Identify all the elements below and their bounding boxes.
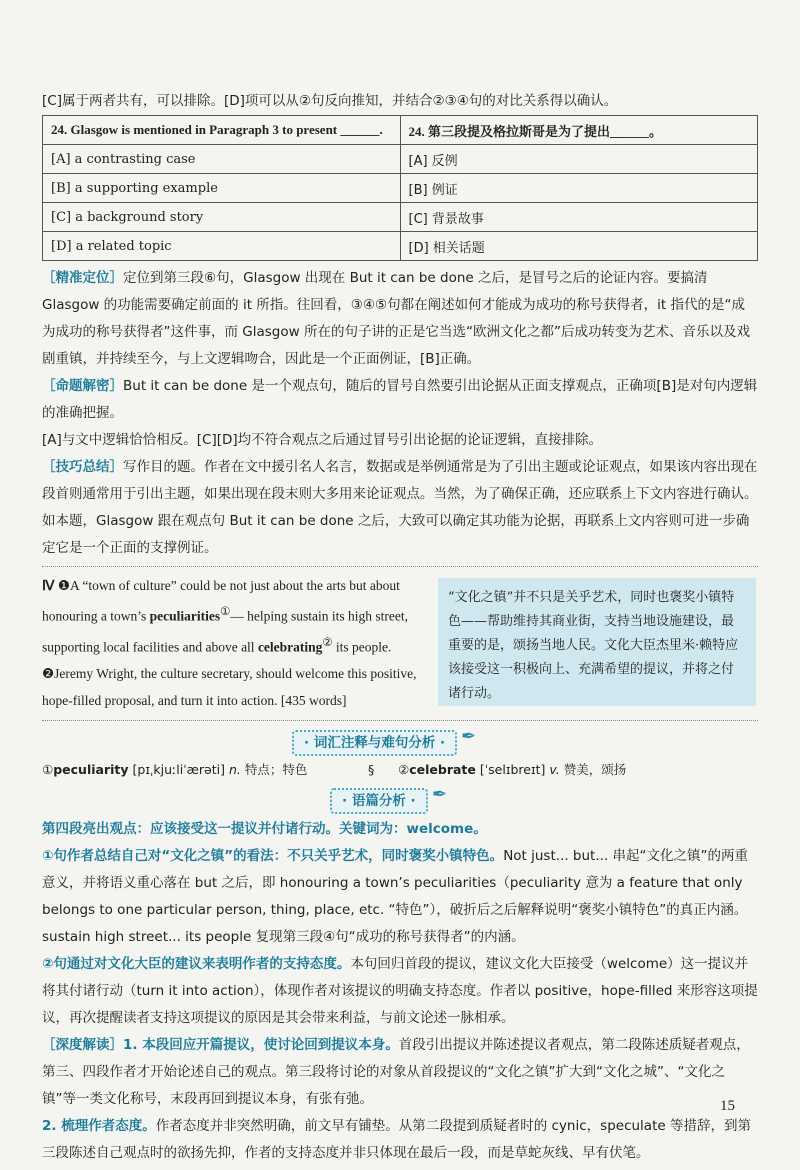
deep-text: 首段引出提议并陈述提议者观点，第二段陈述质疑者观点，第三、四段作者才开始论述自己的观点。第三段将讨论的对象从首段提议的“文化之镇”扩大到“文化之城”、“文化之镇”等一类文化称号，末段再回到提议本身，有张有弛。 <box>42 1037 750 1107</box>
table-row <box>43 174 758 203</box>
option-en: [A] a contrasting case <box>43 145 401 174</box>
footnote-1: ① <box>220 606 231 618</box>
vocab-separator: § <box>368 762 375 777</box>
question-table <box>42 115 758 261</box>
divider <box>42 566 758 567</box>
sentence-1-part-a: A “town of culture” could be not just about the arts but about honouring a town’s <box>42 578 400 624</box>
banner-discourse-analysis: · 语篇分析 · <box>330 788 428 814</box>
word-count: [435 words] <box>280 693 347 708</box>
table-row <box>43 116 758 145</box>
table-row <box>43 145 758 174</box>
vocab-2: ②celebrate [ˈselɪbreɪt] v. 赞美，颂扬 <box>398 762 627 777</box>
discourse-p2 <box>42 951 758 1032</box>
intro-text: [C]属于两者共有，可以排除。[D]项可以从②句反向推知，并结合②③④句的对比关系得以确认。 <box>42 93 618 109</box>
vocab-1-pos: n. <box>228 762 241 777</box>
mingti-text: But it can be done 是一个观点句，随后的冒号自然要引出论据从正面支撑观点，正确项[B]是对句内逻辑的准确把握。 <box>42 378 758 421</box>
vocab-notes <box>42 760 758 780</box>
discourse-p1 <box>42 843 758 951</box>
vocab-1-ipa: [pɪˌkjuːliˈærəti] <box>132 762 225 777</box>
discourse-p1-text: Not just... but... 串起“文化之镇”的两重意义，并将语义重心落在 but 之后，即 honouring a town’s peculiarities（peculiarity 意为 a feature that only belongs to one particular person, thing, place, etc. “特色”），破折后之后解释说明“褒奖小镇特色”的真正内涵。sustain high street... its people 复现第三段④句“成功的称号获得者”的内涵。 <box>42 848 748 945</box>
option-cn: [B] 例证 <box>400 174 758 203</box>
discourse-deep <box>42 1032 758 1113</box>
vocab-2-pos: v. <box>549 762 560 777</box>
sentence-2-number: ❷ <box>42 666 55 681</box>
vocab-word-celebrating: celebrating <box>257 639 323 654</box>
sentence-2: Jeremy Wright, the culture secretary, should welcome this positive, hope-filled proposal, and turn it into action. <box>42 666 417 708</box>
divider <box>42 720 758 721</box>
translation-box: “文化之镇”并不只是关乎艺术，同时也褒奖小镇特色——帮助维持其商业街，支持当地设施建设，最重要的是，颂扬当地人民。文化大臣杰里米·赖特应该接受这一积极向上、充满希望的提议，并将之付诸行动。 <box>438 578 756 706</box>
option-cn: [A] 反例 <box>400 145 758 174</box>
option-cn: [C] 背景故事 <box>400 203 758 232</box>
page-number: 15 <box>720 1098 735 1114</box>
footnote-2: ② <box>322 636 333 649</box>
option-en: [D] a related topic <box>43 232 401 261</box>
passage-paragraph <box>42 572 424 714</box>
discourse-p4 <box>42 1113 758 1167</box>
discourse-heading: 第四段亮出观点：应该接受这一提议并付诸行动。关键词为：welcome。 <box>42 821 487 837</box>
jiqiao-text: 写作目的题。作者在文中援引名人名言，数据或是举例通常是为了引出主题或论证观点，如果该内容出现在段首则通常用于引出主题，如果出现在段末则大多用来论证观点。当然，为了确保正确，还应联系上下文内容进行确认。如本题，Glasgow 跟在观点句 But it can be done 之后，大致可以确定其功能为论据，再联系上文内容则可进一步确定它是一个正面的支撑例证。 <box>42 459 758 556</box>
table-row <box>43 203 758 232</box>
jingzhun-tag: ［精准定位］ <box>42 270 123 286</box>
vocab-2-def: 赞美，颂扬 <box>563 762 627 777</box>
vocab-2-ipa: [ˈselɪbreɪt] <box>479 762 546 777</box>
analysis-mingti <box>42 373 758 427</box>
jiqiao-tag: ［技巧总结］ <box>42 459 123 475</box>
banner-vocab-analysis: · 词汇注释与难句分析 · <box>292 730 457 756</box>
vocab-1-def: 特点；特色 <box>244 762 308 777</box>
analysis-paichu: [A]与文中逻辑恰恰相反。[C][D]均不符合观点之后通过冒号引出论据的论证逻辑，直接排除。 <box>42 432 603 448</box>
p4-text: 作者态度并非突然明确，前文早有铺垫。从第二段提到质疑者时的 cynic，speculate 等措辞，到第三段陈述自己观点时的欲扬先抑，作者的支持态度并非只体现在最后一段，而是草蛇灰线、早有伏笔。 <box>42 1118 751 1161</box>
pen-icon: ✒ <box>432 784 448 805</box>
discourse-p2-bold: ②句通过对文化大臣的建议来表明作者的支持态度。 <box>42 956 351 972</box>
option-en: [C] a background story <box>43 203 401 232</box>
analysis-jingzhun <box>42 265 758 373</box>
table-row <box>43 232 758 261</box>
p4-bold: 2. 梳理作者态度。 <box>42 1118 156 1134</box>
question-cn-stem: 24. 第三段提及格拉斯哥是为了提出______。 <box>400 116 758 145</box>
pen-icon: ✒ <box>461 726 477 747</box>
discourse-p1-bold: ①句作者总结自己对“文化之镇”的看法：不只关乎艺术，同时褒奖小镇特色。 <box>42 848 504 864</box>
vocab-1: ①peculiarity [pɪˌkjuːliˈærəti] n. 特点；特色 <box>42 762 308 777</box>
paragraph-label: Ⅳ <box>42 578 55 593</box>
question-en-stem: 24. Glasgow is mentioned in Paragraph 3 to present ______. <box>43 116 401 145</box>
sentence-1-number: ❶ <box>57 578 70 593</box>
vocab-2-word: celebrate <box>409 762 476 777</box>
sentence-1-part-b: — helping sustain its high street, supporting local facilities and above all <box>42 608 408 654</box>
sentence-1-part-c: its people. <box>332 639 392 654</box>
mingti-tag: ［命题解密］ <box>42 378 123 394</box>
jingzhun-text: 定位到第三段⑥句，Glasgow 出现在 But it can be done 之后，是冒号之后的论证内容。要搞清 Glasgow 的功能需要确定前面的 it 所指。往回看，③④⑤句都在阐述如何才能成为成功的称号获得者，it 指代的是“成为成功的称号获得者”这件事，而 Glasgow 所在的句子讲的正是它当选“欧洲文化之都”后成功转变为艺术、音乐以及戏剧重镇，并持续至今，与上文逻辑吻合，因此是一个正面例证，[B]正确。 <box>42 270 750 367</box>
deep-tag: ［深度解读］ <box>42 1037 123 1053</box>
deep-bold: 1. 本段回应开篇提议，使讨论回到提议本身。 <box>123 1037 399 1053</box>
vocab-1-word: peculiarity <box>53 762 129 777</box>
option-cn: [D] 相关话题 <box>400 232 758 261</box>
option-en: [B] a supporting example <box>43 174 401 203</box>
analysis-jiqiao <box>42 454 758 562</box>
discourse-p2-text: 本句回归首段的提议，建议文化大臣接受（welcome）这一提议并将其付诸行动（turn it into action），体现作者对该提议的明确支持态度。作者以 positive，hope-filled 来形容这项提议，再次提醒读者支持这项提议的原因是其会带来利益，与前文论述一脉相承。 <box>42 956 758 1026</box>
vocab-word-peculiarities: peculiarities <box>149 608 221 624</box>
